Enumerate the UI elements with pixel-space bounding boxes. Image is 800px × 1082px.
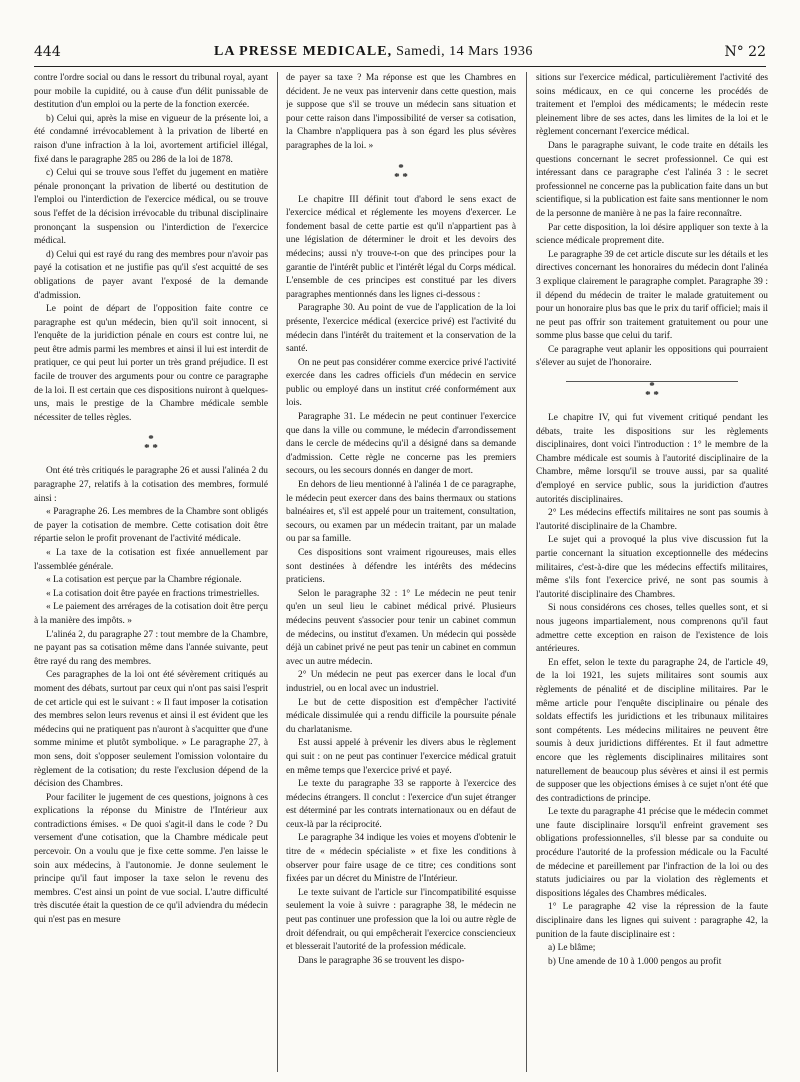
paragraph: Le sujet qui a provoqué la plus vive discussion fut la partie concernant la situation exceptionnelle des médecins militaires, c'est-à-dire que les médecins effectifs militaires, même s'ils font l'exercice privé, ne sont pas soumis à l'autorité disciplinaire des Chambres.: [536, 535, 768, 600]
paragraph: b) Une amende de 10 à 1.000 pengos au profit: [548, 956, 722, 967]
paragraph: Par cette disposition, la loi désire appliquer son texte à la science médicale proprement dite.: [536, 222, 768, 247]
section-separator: * * *: [144, 433, 158, 455]
section-separator: * * *: [536, 381, 768, 400]
paragraph: Paragraphe 30. Au point de vue de l'application de la loi présente, l'exercice médical (exercice privé) est l'activité du médecin dans l'intérêt du traitement et la conservation de la santé.: [286, 303, 516, 355]
paragraph: Ces paragraphes de la loi ont été sévèrement critiqués au moment des débats, surtout par ceux qui n'ont pas saisi l'esprit de cet article qui est le suivant : « Il faut imposer la cotisation des membres selon leurs revenus et ainsi il est évident que les médecins qui ne pratiquent pas n'auront à s'acquitter que d'une somme minime et plutôt symbolique. » Le paragraphe 27, à mon sens, doit s'opposer seulement l'omission volontaire du règlement de la cotisation; du reste l'exclusion dépend de la décision des Chambres.: [34, 670, 268, 790]
paragraph: 1° Le paragraphe 42 vise la répression de la faute disciplinaire dans les lignes qui suivent : paragraphe 42, la punition de la faute disciplinaire est :: [536, 902, 768, 940]
text-column-1: [34, 72, 268, 1077]
paragraph: Le texte suivant de l'article sur l'incompatibilité esquisse seulement la voie à suivre : paragraphe 38, le médecin ne peut pas continuer une profession que la loi ou autre règle de droit défendrait, ou qui empêcherait l'exercice consciencieux et blesserait l'autorité de la profession médicale.: [286, 887, 516, 953]
paragraph: 2° Un médecin ne peut pas exercer dans le local d'un industriel, ou en local avec un industriel.: [286, 670, 516, 694]
paragraph: Le texte du paragraphe 41 précise que le médecin commet une faute disciplinaire lorsqu'il enfreint gravement ses obligations professionnelles, s'il blesse par sa conduite ou procédure l'autorité de la profession médicale ou la Faculté de médecine et pareillement par l'infraction de la loi ou des statuts judiciaires ou par la violation des règlements et dispositions légales des Chambres médicales.: [536, 807, 768, 899]
paragraph: de payer sa taxe ? Ma réponse est que les Chambres en décident. Je ne veux pas intervenir dans cette question, mais je suppose que s'il se trouve un médecin sans situation et pour cette raison dans l'impossibilité de verser sa cotisation, la Chambre n'appliquera pas à son égard les plus sévères paragraphes de la loi. »: [286, 73, 516, 151]
paragraph: Le but de cette disposition est d'empêcher l'activité médicale dissimulée qui a rendu difficile la poursuite pénale du charlatanisme.: [286, 697, 516, 735]
text-column-3: [536, 72, 768, 1077]
paragraph: On ne peut pas considérer comme exercice privé l'activité exercée dans les cadres officiels d'un médecin en service public ou employé dans un institut créé conformément aux lois.: [286, 357, 516, 409]
paragraph: Le chapitre III définit tout d'abord le sens exact de l'exercice médical et réglemente les moyens d'exercer. Le fondement basal de cette partie est qu'il n'appartient pas à une législation de déterminer le droit et les devoirs des médecins; aussi n'y trouve-t-on que des principes pour la garantie de l'intérêt public et l'intérêt légal du Corps médical. L'ensemble de ces principes est constitué par les divers paragraphes mentionnés dans les lignes ci-dessous :: [286, 194, 516, 300]
paragraph: Le chapitre IV, qui fut vivement critiqué pendant les débats, traite les dispositions sur les règlements disciplinaires, dont voici l'introduction : 1° le membre de la Chambre médicale est soumis à l'autorité disciplinaire de la Chambre, même lorsqu'il se trouve aussi, par sa qualité d'employé en service public, sous la juridiction d'autres autorités disciplinaires.: [536, 413, 768, 505]
paragraph: Selon le paragraphe 32 : 1° Le médecin ne peut tenir qu'en un seul lieu le cabinet médical privé. Plusieurs médecins peuvent s'associer pour tenir un cabinet commun de médecins, ou institut d'examen. Un médecin qui possède déjà un cabinet privé ne peut pas tenir un cabinet en commun avec un autre médecin.: [286, 588, 516, 667]
issue-number: N° 22: [724, 44, 766, 60]
paragraph: d) Celui qui est rayé du rang des membres pour n'avoir pas payé la cotisation et ne justifie pas qu'il s'est acquitté de ses obligations de payer avant l'exposé de la demande d'admission.: [34, 249, 268, 301]
journal-name: LA PRESSE MEDICALE,: [214, 44, 393, 59]
page-header: [34, 32, 766, 67]
paragraph: Dans le paragraphe 36 se trouvent les dispo-: [298, 955, 465, 966]
paragraph: Dans le paragraphe suivant, le code traite en détails les questions concernant le secret professionnel. Ce qui est intéressant dans ce paragraphe c'est l'alinéa 3 : le secret professionnel ne concerne pas la publication faite dans un but scientifique, si la publication est faite sans mentionner le nom de la personne de manière à ne pas la faire reconnaître.: [536, 140, 768, 219]
column-divider: [277, 72, 278, 1072]
paragraph: Le texte du paragraphe 33 se rapporte à l'exercice des médecins étrangers. Il conclut : l'exercice d'un sujet étranger est déterminé par les contrats internationaux ou en défaut de ceux-là par la réciprocité.: [286, 779, 516, 830]
paragraph: « Paragraphe 26. Les membres de la Chambre sont obligés de payer la cotisation de membre. Cette cotisation doit être répartie selon le profit provenant de l'activité médicale.: [34, 507, 268, 545]
paragraph: L'alinéa 2, du paragraphe 27 : tout membre de la Chambre, ne payant pas sa cotisation même dans l'année suivante, peut être rayé du rang des membres.: [34, 629, 268, 667]
paragraph: c) Celui qui se trouve sous l'effet du jugement en matière pénale prononçant la privation de liberté ou destitution de l'emploi ou l'interdiction de l'exercice médical, ou se trouve sous l'effet de la décision irrévocable du tribunal disciplinaire prononçant la suspension ou l'interdiction de l'exercice médical.: [34, 168, 268, 247]
paragraph: En dehors de lieu mentionné à l'alinéa 1 de ce paragraphe, le médecin peut exercer dans des bains thermaux ou stations balnéaires et, s'il est appelé pour un traitement, consultation, secours, ou examen par un médecin traitant, par un malade ou par sa famille.: [286, 480, 516, 545]
paragraph: Le paragraphe 39 de cet article discute sur les détails et les directives concernant les honoraires du médecin dont l'alinéa 3 explique clairement le paragraphe complet. Paragraphe 39 : il dépend du médecin de traiter le malade gratuitement ou pour un honoraire plus bas que le prix du tarif officiel; mais il ne peut pas offrir son traitement gratuitement ou pour une somme plus basse que celui du tarif.: [536, 249, 768, 342]
paragraph: Ce paragraphe veut aplanir les oppositions qui pourraient s'élever au sujet de l'honoraire.: [536, 344, 768, 369]
paragraph: contre l'ordre social ou dans le ressort du tribunal royal, ayant pour mobile la cupidité, ou à cause d'un délit punissable de destitution d'un emploi ou la perte de la fonction exercée.: [34, 73, 268, 111]
paragraph: Paragraphe 31. Le médecin ne peut continuer l'exercice que dans la ville ou commune, le médecin d'arrondissement dans le cercle de médecins qu'il a désigné dans sa demande d'admission. Cette règle ne concerne pas les premiers secours, ou les secours donnés en danger de mort.: [286, 412, 516, 477]
paragraph: « La cotisation est perçue par la Chambre régionale.: [46, 575, 242, 586]
page-number: 444: [34, 44, 61, 60]
paragraph: Le paragraphe 34 indique les voies et moyens d'obtenir le titre de « médecin spécialiste » et fixe les conditions à observer pour faire usage de ce titre; ces conditions sont fixées par un décret du Ministre de l'Intérieur.: [286, 833, 516, 885]
paragraph: Pour faciliter le jugement de ces questions, joignons à ces explications la réponse du Ministre de l'Intérieur aux contradictions émises. « De quoi s'agit-il dans le code ? Du versement d'une cotisation, que la Chambre médicale peut percevoir. On a voulu que je fixe cette somme. J'en laisse le soin aux médecins, à l'autonomie. Je donne seulement le principe qu'il faut imposer la taxe selon le revenu des membres. C'est ainsi un point de vue social. L'autre difficulté très discutée était la question de ce qu'il adviendra du médecin qui n'est pas en mesure: [34, 792, 268, 926]
paragraph: En effet, selon le texte du paragraphe 24, de l'article 49, de la loi 1921, les sujets militaires sont soumis aux règlements de pénalité et de discipline militaires. Par le même article pour l'enquête disciplinaire ou pénale des soldats effectifs les juridictions et les tribunaux militaires sont compétents. Les médecins militaires ne peuvent être soumis à deux juridictions différentes. Et il faut admettre encore que les règlements disciplinaires militaires sont naturellement de beaucoup plus sévères et ainsi il est permis de supposer que les objections émises à ce sujet n'ont été que des contradictions de principe.: [536, 657, 768, 804]
publication-date: Samedi, 14 Mars 1936: [396, 44, 533, 59]
paragraph: « La cotisation doit être payée en fractions trimestrielles.: [46, 588, 260, 599]
paragraph: Si nous considérons ces choses, telles quelles sont, et si nous jugeons impartialement, nous comprenons qu'il faut admettre cette exception en raison de l'existence de lois antérieures.: [536, 603, 768, 655]
paragraph: 2° Les médecins effectifs militaires ne sont pas soumis à l'autorité disciplinaire de la Chambre.: [536, 508, 768, 532]
paragraph: Le point de départ de l'opposition faite contre ce paragraphe est qu'un médecin, bien qu'il soit innocent, si l'enquête de la juridiction pénale en cours est contre lui, ne peut être admis parmi les membres et ainsi il lui est interdit de pratiquer, ce qui peut lui porter un très grand préjudice. Il est facile de trouver des arguments pour ou contre ce paragraphe de la loi. Il est certain que ces dispositions nuiront à quelques-uns, mais le prestige de la Chambre médicale semble nécessiter de telles règles.: [34, 304, 268, 423]
paragraph: Ont été très critiqués le paragraphe 26 et aussi l'alinéa 2 du paragraphe 27, relatifs à la cotisation des membres, formulé ainsi :: [34, 466, 268, 504]
journal-title: [214, 44, 533, 60]
paragraph: Ces dispositions sont vraiment rigoureuses, mais elles sont destinées à défendre les intérêts des médecins praticiens.: [286, 548, 516, 586]
text-column-2: [286, 72, 516, 1077]
paragraph: a) Le blâme;: [548, 943, 596, 954]
paragraph: b) Celui qui, après la mise en vigueur de la présente loi, a été condamné irrévocablement à la privation de liberté en raison d'une infraction à la loi, avortement artificiel illégal, fixé dans le paragraphe 285 ou 286 de la loi de 1878.: [34, 113, 268, 165]
paragraph: « Le paiement des arrérages de la cotisation doit être perçu à la manière des impôts. »: [34, 602, 268, 626]
paragraph: sitions sur l'exercice médical, particulièrement l'activité des soins médicaux, en ce qui concerne les procédés de traitement et l'emploi des médicaments; le médecin reste pleinement libre de ses actes, dans les limites de la loi et le règlement concernant l'exercice médical.: [536, 73, 768, 138]
paragraph: « La taxe de la cotisation est fixée annuellement par l'assemblée générale.: [34, 548, 268, 572]
column-divider: [526, 72, 527, 1072]
paragraph: Est aussi appelé à prévenir les divers abus le règlement qui suit : on ne peut pas continuer l'exercice médical gratuit en même temps que l'exercice privé et payé.: [286, 738, 516, 776]
section-separator: * * *: [394, 161, 408, 183]
